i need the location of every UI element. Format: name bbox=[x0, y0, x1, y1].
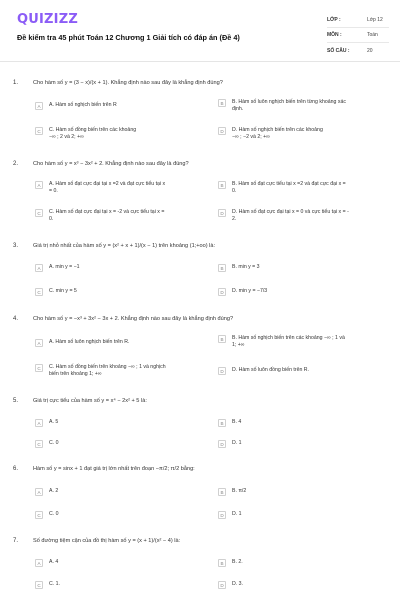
option-text: D. Hàm số nghịch biến trên các khoảng −∞ ; −2 và 2; +∞ bbox=[232, 127, 323, 140]
option-b[interactable] bbox=[218, 264, 388, 272]
option-badge: D bbox=[218, 511, 226, 519]
option-badge: C bbox=[35, 288, 43, 296]
option-text: A. Hàm số nghịch biến trên R bbox=[49, 102, 117, 108]
option-text: A. 5 bbox=[49, 419, 59, 425]
option-text: D. 1 bbox=[232, 440, 242, 446]
option-d[interactable] bbox=[218, 511, 388, 519]
option-text: B. min y = 3 bbox=[232, 264, 260, 270]
meta-row-count bbox=[327, 43, 389, 58]
question-text: Cho hàm số y = −x³ + 3x² − 3x + 2. Khẳng định nào sau đây là khẳng định đúng? bbox=[33, 316, 234, 322]
meta-row-class bbox=[327, 13, 389, 28]
option-text: D. Hàm số luôn đồng biến trên R. bbox=[232, 367, 309, 373]
option-text: A. 2 bbox=[49, 488, 59, 494]
meta-label: LỚP : bbox=[327, 17, 341, 23]
option-badge: B bbox=[218, 559, 226, 567]
option-text: C. 1. bbox=[49, 581, 60, 587]
option-badge: B bbox=[218, 181, 226, 189]
option-badge: D bbox=[218, 367, 226, 375]
option-c[interactable] bbox=[35, 440, 205, 448]
option-badge: B bbox=[218, 99, 226, 107]
option-badge: D bbox=[218, 209, 226, 217]
option-badge: C bbox=[35, 581, 43, 589]
question-number: 4. bbox=[13, 316, 19, 322]
worksheet-header bbox=[0, 0, 400, 62]
option-a[interactable] bbox=[35, 559, 205, 567]
option-badge: C bbox=[35, 511, 43, 519]
option-badge: A bbox=[35, 488, 43, 496]
option-d[interactable] bbox=[218, 209, 388, 223]
option-a[interactable] bbox=[35, 102, 205, 110]
option-badge: B bbox=[218, 488, 226, 496]
option-c[interactable] bbox=[35, 209, 205, 223]
option-text: D. 3. bbox=[232, 581, 243, 587]
option-c[interactable] bbox=[35, 511, 205, 519]
option-text: B. 2. bbox=[232, 559, 243, 565]
question-text: Giá trị nhỏ nhất của hàm số y = (x² + x + 1)/(x − 1) trên khoảng (1;+oo) là: bbox=[33, 243, 216, 249]
option-text: B. Hàm số đạt cực tiểu tại x =2 và đạt cực đại x = 0. bbox=[232, 181, 346, 194]
option-badge: D bbox=[218, 288, 226, 296]
option-a[interactable] bbox=[35, 419, 205, 427]
option-badge: D bbox=[218, 127, 226, 135]
option-badge: B bbox=[218, 419, 226, 427]
option-c[interactable] bbox=[35, 288, 205, 296]
document-title: Đề kiểm tra 45 phút Toán 12 Chương 1 Giải tích có đáp án (Đề 4) bbox=[17, 33, 240, 42]
option-d[interactable] bbox=[218, 581, 388, 589]
quizizz-logo: QUIZIZZ bbox=[17, 12, 78, 27]
option-d[interactable] bbox=[218, 288, 388, 296]
option-text: D. Hàm số đạt cực đại tại x = 0 và cực tiểu tại x = - 2. bbox=[232, 209, 349, 222]
option-badge: A bbox=[35, 264, 43, 272]
question-number: 3. bbox=[13, 243, 19, 249]
option-b[interactable] bbox=[218, 419, 388, 427]
option-badge: A bbox=[35, 559, 43, 567]
question-number: 2. bbox=[13, 161, 19, 167]
option-text: B. π/2 bbox=[232, 488, 247, 494]
option-badge: D bbox=[218, 581, 226, 589]
option-text: C. 0 bbox=[49, 511, 59, 517]
option-badge: C bbox=[35, 127, 43, 135]
option-text: D. 1 bbox=[232, 511, 242, 517]
question-number: 1. bbox=[13, 80, 19, 86]
option-d[interactable] bbox=[218, 367, 388, 375]
meta-label: MÔN : bbox=[327, 32, 342, 38]
option-text: A. Hàm số luôn nghịch biến trên R. bbox=[49, 339, 130, 345]
option-d[interactable] bbox=[218, 440, 388, 448]
option-text: C. min y = 5 bbox=[49, 288, 77, 294]
option-badge: B bbox=[218, 264, 226, 272]
option-text: A. Hàm số đạt cực đại tại x =2 và đạt cực tiểu tại x = 0. bbox=[49, 181, 166, 194]
option-b[interactable] bbox=[218, 488, 388, 496]
meta-label: SỐ CÂU : bbox=[327, 47, 350, 54]
option-text: A. min y = −1 bbox=[49, 264, 80, 270]
option-d[interactable] bbox=[218, 127, 388, 141]
option-badge: A bbox=[35, 181, 43, 189]
option-text: C. 0 bbox=[49, 440, 59, 446]
option-a[interactable] bbox=[35, 264, 205, 272]
option-badge: C bbox=[35, 364, 43, 372]
meta-row-subject bbox=[327, 28, 389, 43]
option-badge: A bbox=[35, 419, 43, 427]
option-c[interactable] bbox=[35, 127, 205, 141]
option-b[interactable] bbox=[218, 559, 388, 567]
question-text: Hàm số y = sinx + 1 đạt giá trị lớn nhất trên đoạn −π/2; π/2 bằng: bbox=[33, 466, 195, 472]
option-text: D. min y = −7/3 bbox=[232, 288, 268, 294]
option-c[interactable] bbox=[35, 364, 205, 378]
option-text: B. Hàm số luôn nghịch biến trên từng khoảng xác định. bbox=[232, 99, 346, 112]
option-c[interactable] bbox=[35, 581, 205, 589]
option-text: C. Hàm số đồng biến trên khoảng −∞ ; 1 và nghịch biến trên khoảng 1; +∞ bbox=[49, 364, 166, 377]
option-badge: C bbox=[35, 209, 43, 217]
option-a[interactable] bbox=[35, 181, 205, 195]
option-badge: A bbox=[35, 102, 43, 110]
meta-value: Lớp 12 bbox=[367, 17, 383, 23]
option-b[interactable] bbox=[218, 181, 388, 195]
option-badge: B bbox=[218, 335, 226, 343]
meta-panel bbox=[327, 13, 389, 58]
option-badge: D bbox=[218, 440, 226, 448]
question-number: 7. bbox=[13, 538, 19, 544]
question-text: Số đường tiệm cận của đồ thị hàm số y = (x + 1)/(x² − 4) là: bbox=[33, 538, 181, 544]
option-text: B. Hàm số nghịch biến trên các khoảng −∞ ; 1 và 1; +∞ bbox=[232, 335, 345, 348]
meta-value: Toán bbox=[367, 32, 378, 38]
option-text: C. Hàm số đồng biến trên các khoảng −∞ ; 2 và 2; +∞ bbox=[49, 127, 137, 140]
option-badge: C bbox=[35, 440, 43, 448]
question-number: 5. bbox=[13, 398, 19, 404]
option-text: B. 4 bbox=[232, 419, 242, 425]
option-badge: A bbox=[35, 339, 43, 347]
question-text: Cho hàm số y = x³ − 3x² + 2. Khẳng định nào sau đây là đúng? bbox=[33, 161, 189, 167]
option-text: A. 4 bbox=[49, 559, 59, 565]
question-number: 6. bbox=[13, 466, 19, 472]
option-a[interactable] bbox=[35, 488, 205, 496]
option-b[interactable] bbox=[218, 335, 388, 349]
option-text: C. Hàm số đạt cực đại tại x = -2 và cực tiểu tại x = 0. bbox=[49, 209, 165, 222]
meta-value: 20 bbox=[367, 47, 373, 54]
question-text: Cho hàm số y = (3 − x)/(x + 1). Khẳng định nào sau đây là khẳng định đúng? bbox=[33, 80, 223, 86]
question-text: Giá trị cực tiểu của hàm số y = x⁴ − 2x² + 5 là: bbox=[33, 398, 147, 404]
option-b[interactable] bbox=[218, 99, 388, 113]
option-a[interactable] bbox=[35, 339, 205, 347]
